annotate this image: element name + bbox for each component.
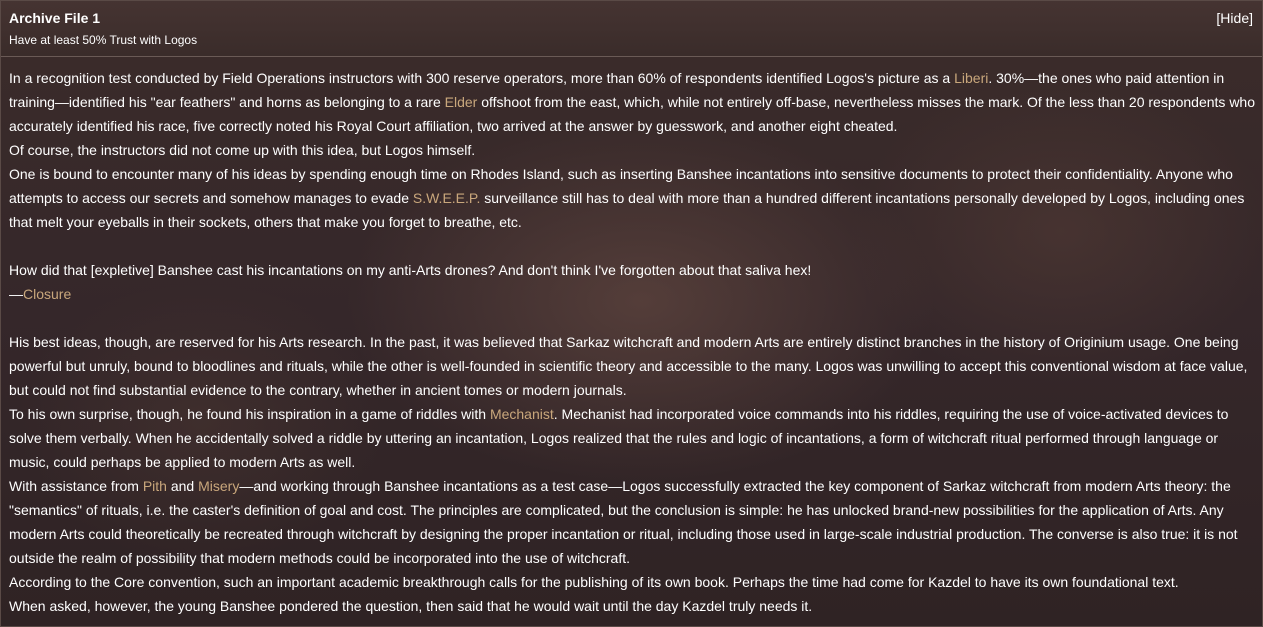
text-span: training—identified his "ear feathers" and horns as belonging to a rare xyxy=(9,94,445,110)
link-misery[interactable]: Misery xyxy=(198,478,240,494)
text-span: —and working through Banshee incantations as a test case—Logos successfully extracted the key component of Sarkaz witchcraft from modern Arts theory: the xyxy=(239,478,1231,494)
spacer xyxy=(9,306,1254,330)
paragraph-line xyxy=(9,402,1254,426)
text-span: . 30%—the ones who paid attention in xyxy=(988,70,1225,86)
paragraph-line xyxy=(9,90,1254,114)
text-span: surveillance still has to deal with more than a hundred different incantations personally developed by Logos, including ones xyxy=(480,190,1245,206)
paragraph-line: that melt your eyeballs in their sockets, others that make you forget to breathe, etc. xyxy=(9,214,522,230)
link-closure[interactable]: Closure xyxy=(23,286,72,302)
quote-attribution xyxy=(9,282,1254,306)
link-liberi[interactable]: Liberi xyxy=(954,70,989,86)
paragraph-line: accurately identified his race, five correctly noted his Royal Court affiliation, two arrived at the answer by guesswork, and another eight cheated. xyxy=(9,118,898,134)
paragraph-line: outside the realm of possibility that modern methods could be incorporated into the use of witchcraft. xyxy=(9,550,631,566)
text-span: . Mechanist had incorporated voice commands into his riddles, requiring the use of voice-activated devices to xyxy=(553,406,1229,422)
paragraph-line: His best ideas, though, are reserved for his Arts research. In the past, it was believed that Sarkaz witchcraft and modern Arts are entirely distinct branches in the history of Originium usage. One being xyxy=(9,334,1239,350)
paragraph-line: but could not find substantial evidence to the contrary, whether in ancient tomes or modern journals. xyxy=(9,382,627,398)
unlock-condition: Have at least 50% Trust with Logos xyxy=(9,33,198,47)
archive-content xyxy=(1,57,1262,618)
paragraph-line: One is bound to encounter many of his ideas by spending enough time on Rhodes Island, such as inserting Banshee incantations into sensitive documents to protect their confidentiality. Anyone who xyxy=(9,166,1233,182)
text-span: offshoot from the east, which, while not entirely off-base, nevertheless misses the mark. Of the less than 20 respondents who xyxy=(477,94,1256,110)
link-elder[interactable]: Elder xyxy=(444,94,478,110)
paragraph-line: powerful but unruly, bound to bloodlines and rituals, while the other is well-founded in scientific theory and accessible to the many. Logos was unwilling to accept this conventional wisdom at face value, xyxy=(9,358,1248,374)
paragraph-line xyxy=(9,474,1254,498)
archive-header xyxy=(1,1,1262,57)
text-span: and xyxy=(166,478,199,494)
link-mechanist[interactable]: Mechanist xyxy=(489,406,554,422)
quote-text: How did that [expletive] Banshee cast his incantations on my anti-Arts drones? And don't think I've forgotten about that saliva hex! xyxy=(9,262,812,278)
paragraph-line: solve them verbally. When he accidentally solved a riddle by uttering an incantation, Logos realized that the rules and logic of incantations, a form of witchcraft ritual performed through language or xyxy=(9,430,1219,446)
archive-title: Archive File 1 xyxy=(9,10,101,26)
text-span: With assistance from xyxy=(9,478,143,494)
link-sweep[interactable]: S.W.E.E.P. xyxy=(412,190,481,206)
paragraph-line: According to the Core convention, such an important academic breakthrough calls for the publishing of its own book. Perhaps the time had come for Kazdel to have its own foundational text. xyxy=(9,574,1179,590)
text-span: To his own surprise, though, he found his inspiration in a game of riddles with xyxy=(9,406,490,422)
text-span: attempts to access our secrets and somehow manages to evade xyxy=(9,190,413,206)
hide-toggle-button[interactable]: [Hide] xyxy=(1216,10,1253,26)
paragraph-line xyxy=(9,66,1254,90)
paragraph-line: When asked, however, the young Banshee pondered the question, then said that he would wait until the day Kazdel truly needs it. xyxy=(9,598,813,614)
paragraph-line: music, could perhaps be applied to modern Arts as well. xyxy=(9,454,356,470)
paragraph-line xyxy=(9,186,1254,210)
spacer xyxy=(9,234,1254,258)
paragraph-line: "semantics" of rituals, i.e. the caster's definition of goal and cost. The principles are complicated, but the conclusion is simple: he has unlocked brand-new possibilities for the application of Arts. Any xyxy=(9,502,1224,518)
paragraph-line: Of course, the instructors did not come up with this idea, but Logos himself. xyxy=(9,142,476,158)
paragraph-line: modern Arts could theoretically be recreated through witchcraft by designing the proper incantation or ritual, including those used in large-scale industrial production. The converse is also true: it is not xyxy=(9,526,1238,542)
text-span: In a recognition test conducted by Field Operations instructors with 300 reserve operators, more than 60% of respondents identified Logos's picture as a xyxy=(9,70,955,86)
quote-dash: — xyxy=(9,286,23,302)
link-pith[interactable]: Pith xyxy=(142,478,167,494)
